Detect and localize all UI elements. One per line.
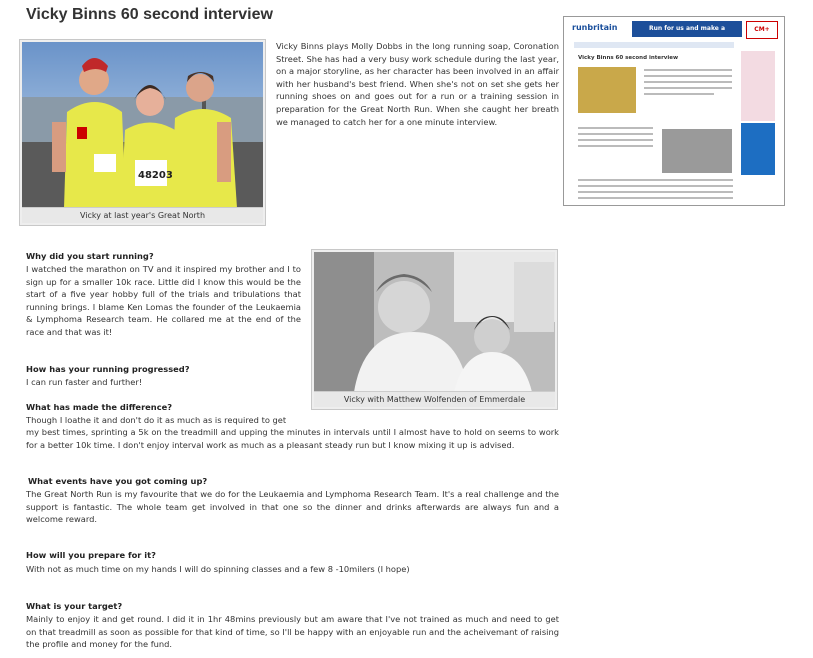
thumbnail-photo-1 [578,67,636,113]
answer-6: Mainly to enjoy it and get round. I did it in 1hr 48mins previously but am aware that I've not trained as much and need to get on that treadmill as soon as possible for that kind of time, so I'll be happy with an enjoyable run and the acheivemant of raising the profile and money for the fund. [26,614,559,649]
intro-paragraph: Vicky Binns plays Molly Dobbs in the long running soap, Coronation Street. She has had a very busy work schedule during the last year, on a major storyline, as her character has been involved in an affair with her husband's best friend. When she's not on set she gets her running shoes on and goes out for a run or a training session in preparation for the Great North Run. When she caught her breath we managed to catch her for a one minute interview. [276,41,559,127]
question-6: What is your target? [26,601,123,611]
answer-2: I can run faster and further! [26,377,143,387]
webpage-thumbnail[interactable] [563,16,785,206]
answer-5: With not as much time on my hands I will do spinning classes and a few 8 -10milers (I hope) [26,564,410,574]
thumbnail-banner: Run for us and make a [632,21,742,37]
answer-3: my best times, sprinting a 5k on the treadmill and upping the minutes in intervals until I almost have to hold on seems to work for a better 10k time. I don't enjoy interval work as much as a pleasant steady run but I know mixing it up is advised. [26,427,559,450]
question-1: Why did you start running? [26,251,154,261]
bw-photo [314,252,555,392]
thumbnail-nav [574,42,734,48]
partner-logo: CM+ [746,21,778,39]
runners-photo [22,42,263,208]
svg-text:48203: 48203 [138,170,173,181]
answer-4: The Great North Run is my favourite that we do for the Leukaemia and Lymphoma Research Team. It's a real challenge and the support is fantastic. The whole team get involved in that one so the dinner and drinks afterwards are always fun and a welcome reward. [26,489,559,524]
question-2: How has your running progressed? [26,364,190,374]
photo-caption: Vicky with Matthew Wolfenden of Emmerdale [314,391,555,407]
thumbnail-photo-2 [662,129,732,173]
page-title: Vicky Binns 60 second interview [26,6,273,23]
thumbnail-sidebar-ad [741,51,775,201]
question-4: What events have you got coming up? [28,476,208,486]
thumbnail-title: Vicky Binns 60 second interview [578,55,679,61]
answer-3-line1: Though I loathe it and don't do it as much as is required to get [26,415,287,425]
answer-1: I watched the marathon on TV and it inspired my brother and I to sign up for a smaller 10k race. Little did I know this would be the start of a five year hobby full of the trials and tribulations that running brings. I blame Ken Lomas the founder of the Leukaemia & Lymphoma Research team. He collared me at the end of the race and that was it! [26,264,301,337]
question-3: What has made the difference? [26,402,173,412]
photo-caption: Vicky at last year's Great North [22,207,263,223]
photo-great-north [19,39,266,226]
question-5: How will you prepare for it? [26,550,156,560]
runbritain-logo: runbritain [572,23,618,32]
photo-matthew-wolfenden [311,249,558,410]
